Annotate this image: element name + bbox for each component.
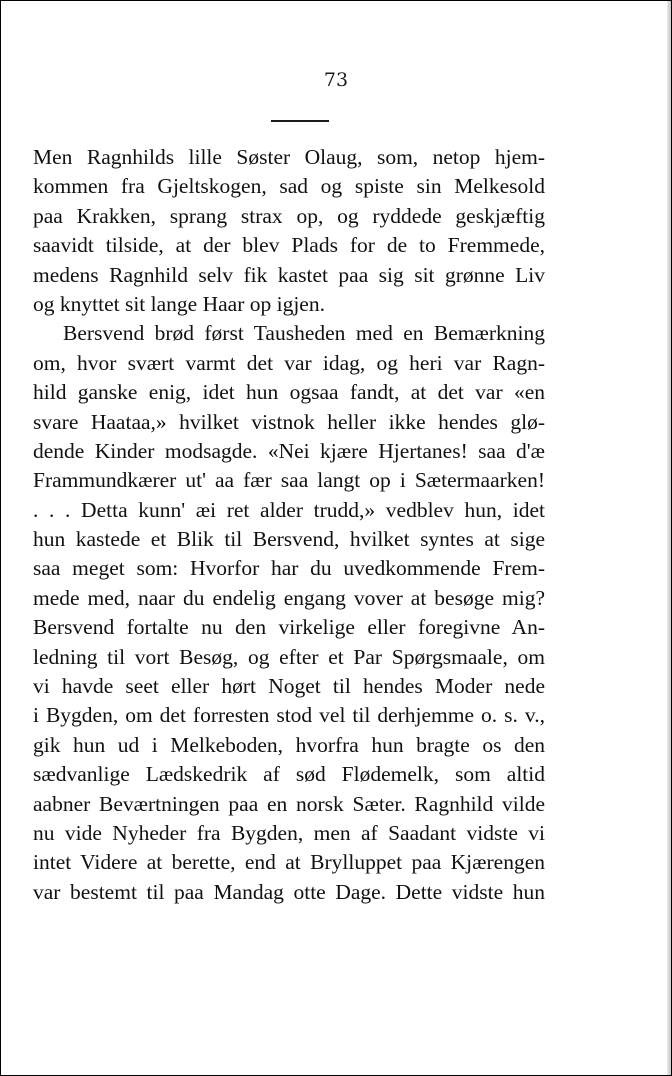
- text-line: paa Krakken, sprang strax op, og ryddede geskjæftig: [33, 203, 545, 228]
- text-line: hun kastede et Blik til Bersvend, hvilket syntes at sige: [33, 527, 545, 552]
- text-line: Bersvend brød først Tausheden med en Bemærkning: [63, 321, 545, 346]
- text-line: aabner Beværtningen paa en norsk Sæter. Ragnhild vilde: [33, 791, 545, 816]
- text-line: nu vide Nyheder fra Bygden, men af Saadant vidste vi: [33, 820, 545, 845]
- text-line: svare Haataa,» hvilket vistnok heller ikke hendes glø-: [33, 409, 545, 434]
- text-line: i Bygden, om det forresten stod vel til derhjemme o. s. v.,: [33, 703, 545, 728]
- page-edge: [667, 1, 671, 1075]
- header-rule: [271, 120, 329, 122]
- text-line: intet Videre at berette, end at Brylluppet paa Kjærengen: [33, 850, 545, 875]
- text-line: kommen fra Gjeltskogen, sad og spiste sin Melkesold: [33, 174, 545, 199]
- text-line: . . . Detta kunn' æi ret alder trudd,» vedblev hun, idet: [33, 497, 545, 522]
- text-line: sædvanlige Lædskedrik af sød Flødemelk, som altid: [33, 762, 545, 787]
- text-line: mede med, naar du endelig engang vover at besøge mig?: [33, 585, 545, 610]
- text-line: saa meget som: Hvorfor har du uvedkommende Frem-: [33, 556, 545, 581]
- text-line: ledning til vort Besøg, og efter et Par Spørgsmaale, om: [33, 644, 545, 669]
- text-line: Frammundkærer ut' aa fær saa langt op i Sætermaarken!: [33, 468, 545, 493]
- page-number: 73: [323, 69, 349, 91]
- text-line: og knyttet sit lange Haar op igjen.: [33, 291, 325, 316]
- text-line: vi havde seet eller hørt Noget til hendes Moder nede: [33, 674, 545, 699]
- body-text: [33, 143, 545, 907]
- text-line: gik hun ud i Melkeboden, hvorfra hun bragte os den: [33, 732, 545, 757]
- text-line: medens Ragnhild selv fik kastet paa sig sit grønne Liv: [33, 262, 545, 287]
- text-line: om, hvor svært varmt det var idag, og heri var Ragn-: [33, 350, 545, 375]
- text-line: hild ganske enig, idet hun ogsaa fandt, at det var «en: [33, 380, 545, 405]
- text-line: Men Ragnhilds lille Søster Olaug, som, netop hjem-: [33, 145, 545, 169]
- text-line: Bersvend fortalte nu den virkelige eller foregivne An-: [33, 615, 545, 640]
- text-line: saavidt tilside, at der blev Plads for de to Fremmede,: [33, 233, 545, 258]
- text-line: var bestemt til paa Mandag otte Dage. Dette vidste hun: [33, 879, 545, 904]
- text-line: dende Kinder modsagde. «Nei kjære Hjertanes! saa d'æ: [33, 438, 545, 463]
